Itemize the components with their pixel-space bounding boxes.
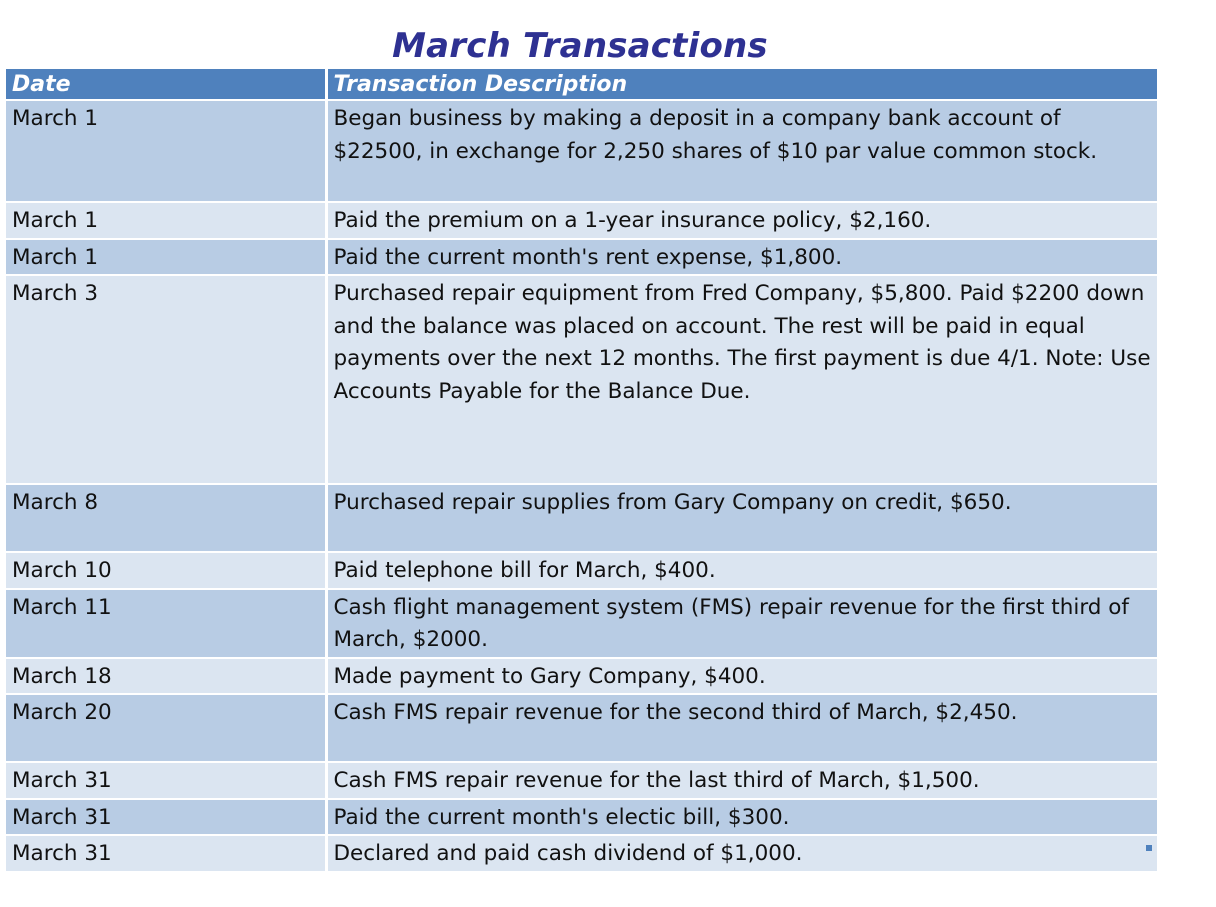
date-cell: March 31 xyxy=(6,799,326,836)
transactions-table xyxy=(6,69,1157,873)
table-row xyxy=(6,202,1157,239)
description-cell: Paid telephone bill for March, $400. xyxy=(326,552,1157,589)
description-column-header: Transaction Description xyxy=(326,69,1157,100)
description-cell: Purchased repair supplies from Gary Company on credit, $650. xyxy=(326,484,1157,552)
date-cell: March 18 xyxy=(6,658,326,695)
table-row xyxy=(6,100,1157,202)
date-cell: March 20 xyxy=(6,694,326,762)
page-title: March Transactions xyxy=(392,26,768,66)
table-row xyxy=(6,239,1157,276)
description-cell: Paid the current month's rent expense, $1,800. xyxy=(326,239,1157,276)
date-cell: March 31 xyxy=(6,762,326,799)
description-cell: Cash flight management system (FMS) repair revenue for the first third of March, $2000. xyxy=(326,589,1157,658)
table-row xyxy=(6,484,1157,552)
description-cell: Made payment to Gary Company, $400. xyxy=(326,658,1157,695)
description-cell: Purchased repair equipment from Fred Company, $5,800. Paid $2200 down and the balance was placed on account. The rest will be paid in equal payments over the next 12 months. The first payment is due 4/1. Note: Use Accounts Payable for the Balance Due. xyxy=(326,275,1157,484)
table-row xyxy=(6,835,1157,872)
table-row xyxy=(6,658,1157,695)
table-row xyxy=(6,694,1157,762)
resize-handle-marker xyxy=(1146,845,1152,851)
date-cell: March 31 xyxy=(6,835,326,872)
date-cell: March 1 xyxy=(6,202,326,239)
description-cell: Began business by making a deposit in a company bank account of $22500, in exchange for 2,250 shares of $10 par value common stock. xyxy=(326,100,1157,202)
description-cell: Cash FMS repair revenue for the second third of March, $2,450. xyxy=(326,694,1157,762)
description-cell: Cash FMS repair revenue for the last third of March, $1,500. xyxy=(326,762,1157,799)
description-cell: Paid the premium on a 1-year insurance policy, $2,160. xyxy=(326,202,1157,239)
date-cell: March 8 xyxy=(6,484,326,552)
date-cell: March 1 xyxy=(6,100,326,202)
table-row xyxy=(6,589,1157,658)
table-row xyxy=(6,275,1157,484)
description-cell: Declared and paid cash dividend of $1,000. xyxy=(326,835,1157,872)
date-cell: March 10 xyxy=(6,552,326,589)
date-cell: March 1 xyxy=(6,239,326,276)
table-header-row xyxy=(6,69,1157,100)
table-row xyxy=(6,762,1157,799)
date-cell: March 11 xyxy=(6,589,326,658)
table-row xyxy=(6,552,1157,589)
date-column-header: Date xyxy=(6,69,326,100)
description-cell: Paid the current month's electic bill, $300. xyxy=(326,799,1157,836)
table-row xyxy=(6,799,1157,836)
date-cell: March 3 xyxy=(6,275,326,484)
